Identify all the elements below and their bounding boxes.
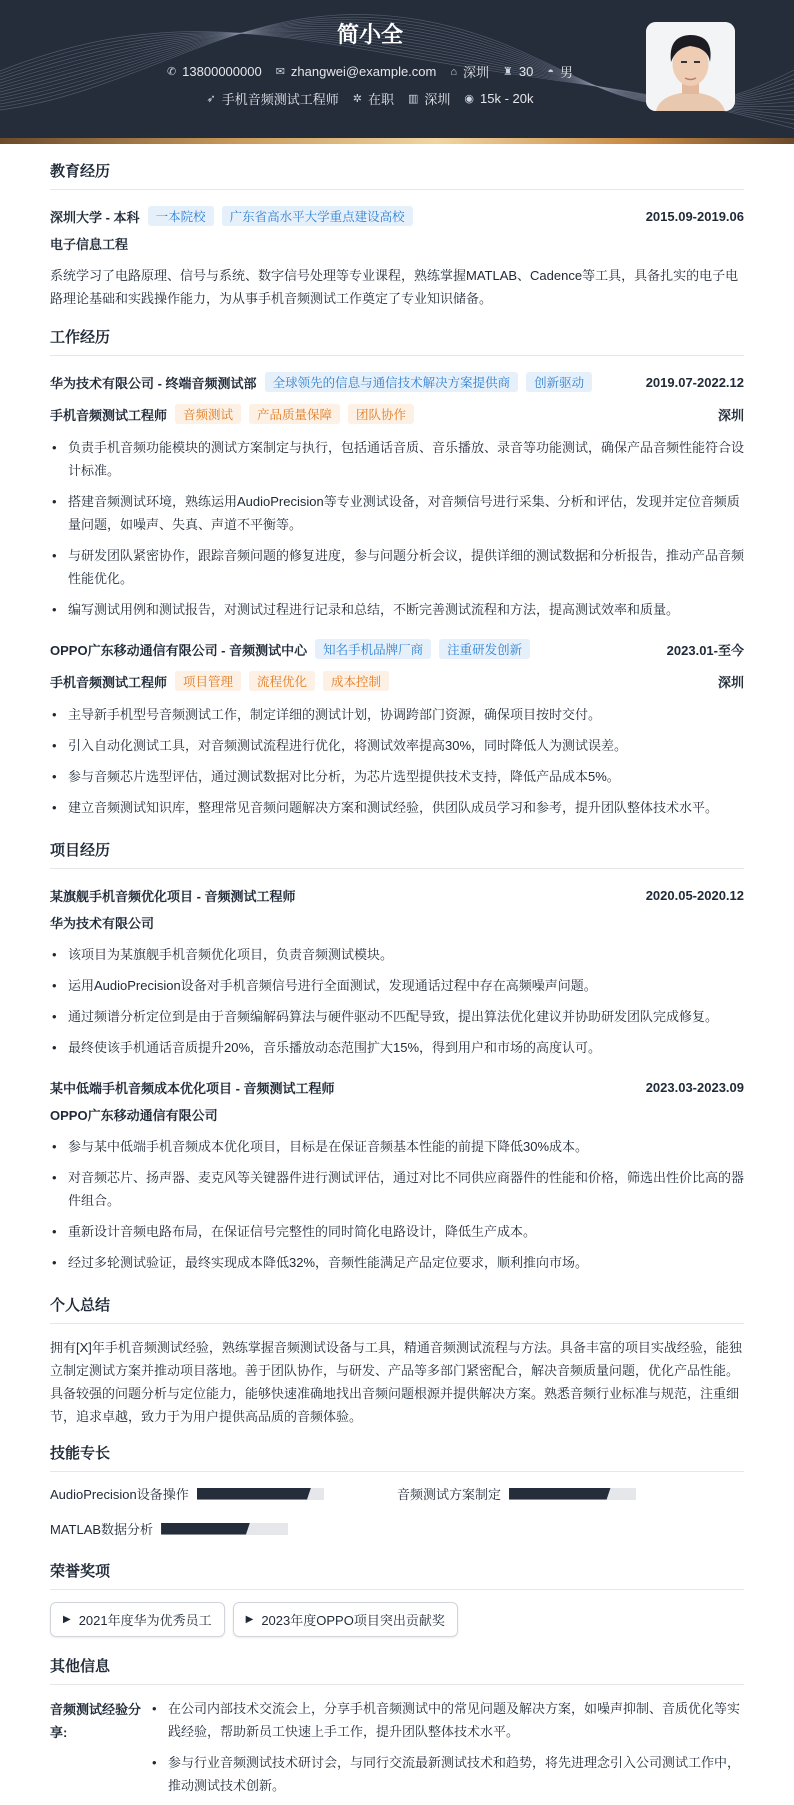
role-row bbox=[50, 400, 744, 428]
salary: 15k - 20k bbox=[480, 91, 534, 106]
award-item bbox=[233, 1602, 458, 1637]
phone: 13800000000 bbox=[182, 64, 262, 79]
role: 手机音频测试工程师 bbox=[50, 674, 168, 690]
role-tag: 流程优化 bbox=[249, 671, 315, 691]
bullet: • 与研发团队紧密协作，跟踪音频问题的修复进度，参与问题分析会议，提供详细的测试数据和分析报告，推动产品音频性能优化。 bbox=[50, 544, 744, 590]
role-tag: 团队协作 bbox=[348, 404, 414, 424]
home-icon: ⌂ bbox=[450, 65, 458, 78]
role-tag: 音频测试 bbox=[175, 404, 241, 424]
contact-row bbox=[0, 62, 740, 81]
company-row bbox=[50, 635, 744, 663]
company: 华为技术有限公司 - 终端音频测试部 bbox=[50, 375, 257, 391]
project-item bbox=[50, 1073, 744, 1274]
candidate-name: 简小全 bbox=[336, 22, 403, 47]
skill-bar bbox=[197, 1488, 324, 1500]
bullet: • 搭建音频测试环境，熟练运用AudioPrecision等专业测试设备，对音频信号进行采集、分析和评估，发现并定位音频质量问题，如噪声、失真、声道不平衡等。 bbox=[50, 490, 744, 536]
project-row bbox=[50, 1073, 744, 1101]
gender-icon: ◓ bbox=[547, 65, 555, 78]
role-tag: 产品质量保障 bbox=[249, 404, 340, 424]
bullet-list bbox=[50, 703, 744, 819]
salary-icon: ◉ bbox=[464, 93, 474, 105]
school-tag: 广东省高水平大学重点建设高校 bbox=[222, 206, 413, 226]
company-left bbox=[50, 372, 592, 392]
company-left bbox=[50, 639, 530, 659]
project-company: 华为技术有限公司 bbox=[50, 916, 155, 931]
other-bullet: • 在公司内部技术交流会上，分享手机音频测试中的常见问题及解决方案，如噪声抑制、音质优化等实践经验，帮助新员工快速上手工作，提升团队整体技术水平。 bbox=[150, 1697, 744, 1743]
gender: 男 bbox=[560, 65, 574, 80]
date: 2023.01-至今 bbox=[666, 642, 744, 658]
project-section bbox=[50, 839, 744, 1274]
bullet: • 运用AudioPrecision设备对手机音频信号进行全面测试，发现通话过程中存在高频噪声问题。 bbox=[50, 974, 744, 997]
award-name: 2021年度华为优秀员工 bbox=[78, 1613, 212, 1628]
age: 30 bbox=[518, 64, 534, 79]
award-item bbox=[50, 1602, 225, 1637]
skill-name: AudioPrecision设备操作 bbox=[50, 1487, 189, 1502]
cake-icon: ♜ bbox=[503, 66, 513, 78]
project-row bbox=[50, 881, 744, 909]
award-name: 2023年度OPPO项目突出贡献奖 bbox=[261, 1613, 445, 1628]
phone-icon: ✆ bbox=[166, 66, 177, 78]
awards-section bbox=[50, 1560, 744, 1637]
bullet: • 最终使该手机通话音质提升20%，音乐播放动态范围扩大15%，得到用户和市场的高度认可。 bbox=[50, 1036, 744, 1059]
project-name: 某旗舰手机音频优化项目 - 音频测试工程师 bbox=[50, 888, 296, 904]
project-item bbox=[50, 881, 744, 1059]
bullet: • 参与某中低端手机音频成本优化项目，目标是在保证音频基本性能的前提下降低30%成本。 bbox=[50, 1135, 744, 1158]
role-tag: 项目管理 bbox=[175, 671, 241, 691]
role-left bbox=[50, 671, 389, 691]
skill-name: MATLAB数据分析 bbox=[50, 1522, 154, 1537]
target-city: 深圳 bbox=[424, 92, 451, 107]
company-tag: 知名手机品牌厂商 bbox=[315, 639, 431, 659]
triangle-icon: ▶ bbox=[245, 1614, 254, 1625]
section-title: 项目经历 bbox=[50, 839, 744, 869]
role: 手机音频测试工程师 bbox=[50, 407, 168, 423]
date: 2020.05-2020.12 bbox=[645, 887, 744, 903]
section-title: 技能专长 bbox=[50, 1442, 744, 1472]
building-icon: ▥ bbox=[407, 93, 419, 105]
city: 深圳 bbox=[717, 674, 744, 690]
bullet: • 建立音频测试知识库，整理常见音频问题解决方案和测试经验，供团队成员学习和参考，提升团队整体技术水平。 bbox=[50, 796, 744, 819]
bullet-list bbox=[50, 943, 744, 1059]
status: 在职 bbox=[367, 92, 394, 107]
skill-bar bbox=[161, 1523, 288, 1535]
bullet: • 编写测试用例和测试报告，对测试过程进行记录和总结，不断完善测试流程和方法，提高测试效率和质量。 bbox=[50, 598, 744, 621]
section-title: 荣誉奖项 bbox=[50, 1560, 744, 1590]
work-item bbox=[50, 635, 744, 819]
company-tag: 全球领先的信息与通信技术解决方案提供商 bbox=[265, 372, 519, 392]
school: 深圳大学 - 本科 bbox=[50, 209, 140, 225]
bullet: • 参与音频芯片选型评估，通过测试数据对比分析，为芯片选型提供技术支持，降低产品成本5%。 bbox=[50, 765, 744, 788]
date: 2019.07-2022.12 bbox=[645, 374, 744, 390]
bullet: • 负责手机音频功能模块的测试方案制定与执行，包括通话音质、音乐播放、录音等功能测试，确保产品音频性能符合设计标准。 bbox=[50, 436, 744, 482]
project-name: 某中低端手机音频成本优化项目 - 音频测试工程师 bbox=[50, 1080, 335, 1096]
other-section bbox=[50, 1655, 744, 1805]
triangle-icon: ▶ bbox=[63, 1614, 71, 1625]
skill-item bbox=[50, 1519, 397, 1538]
role-left bbox=[50, 404, 414, 424]
work-item bbox=[50, 368, 744, 621]
company-row bbox=[50, 368, 744, 396]
avatar bbox=[646, 22, 735, 111]
bullet: • 引入自动化测试工具，对音频测试流程进行优化，将测试效率提高30%，同时降低人为测试误差。 bbox=[50, 734, 744, 757]
bullet-list bbox=[50, 436, 744, 621]
skill-item bbox=[397, 1484, 744, 1503]
summary-text: 拥有[X]年手机音频测试经验，熟练掌握音频测试设备与工具，精通音频测试流程与方法。具备丰富的项目实战经验，能独立制定测试方案并推动项目落地。善于团队协作，与研发、产品等多部门紧密配合，解决音频质量问题，优化产品性能。具备较强的问题分析与定位能力，能够快速准确地找出音频问题根源并提供解决方案。熟悉音频行业标准与规范，注重细节，追求卓越，致力于为用户提供高品质的音频体验。 bbox=[50, 1340, 742, 1424]
project-company: OPPO广东移动通信有限公司 bbox=[50, 1108, 218, 1123]
company: OPPO广东移动通信有限公司 - 音频测试中心 bbox=[50, 642, 308, 658]
bullet: • 该项目为某旗舰手机音频优化项目，负责音频测试模块。 bbox=[50, 943, 744, 966]
education-desc: 系统学习了电路原理、信号与系统、数字信号处理等专业课程，熟练掌握MATLAB、Cadence等工具，具备扎实的电子电路理论基础和实践操作能力，为从事手机音频测试工作奠定了专业知识储备。 bbox=[50, 268, 739, 306]
role-row bbox=[50, 667, 744, 695]
bullet: • 经过多轮测试验证，最终实现成本降低32%，音频性能满足产品定位要求，顺利推向市场。 bbox=[50, 1251, 744, 1274]
bullet: • 对音频芯片、扬声器、麦克风等关键器件进行测试评估，通过对比不同供应商器件的性能和价格，筛选出性价比高的器件组合。 bbox=[50, 1166, 744, 1212]
skill-bar-fill bbox=[509, 1488, 611, 1500]
other-bullet: • 参与行业音频测试技术研讨会，与同行交流最新测试技术和趋势，将先进理念引入公司测试工作中，推动测试技术创新。 bbox=[150, 1751, 744, 1797]
status-icon: ✲ bbox=[352, 93, 362, 105]
company-tag: 注重研发创新 bbox=[439, 639, 530, 659]
school-tag: 一本院校 bbox=[148, 206, 214, 226]
mail-icon: ✉ bbox=[275, 66, 285, 78]
send-icon: ➶ bbox=[206, 93, 216, 105]
summary-section bbox=[50, 1294, 744, 1428]
education-section bbox=[50, 160, 744, 310]
bullet: • 主导新手机型号音频测试工作，制定详细的测试计划，协调跨部门资源，确保项目按时交付。 bbox=[50, 703, 744, 726]
skill-bar-fill bbox=[197, 1488, 311, 1500]
section-title: 教育经历 bbox=[50, 160, 744, 190]
resume-header bbox=[0, 0, 794, 138]
work-section bbox=[50, 326, 744, 819]
email[interactable]: zhangwei@example.com bbox=[290, 64, 437, 79]
date: 2023.03-2023.09 bbox=[645, 1079, 744, 1095]
section-title: 个人总结 bbox=[50, 1294, 744, 1324]
location: 深圳 bbox=[463, 65, 490, 80]
position: 手机音频测试工程师 bbox=[221, 92, 339, 107]
section-title: 工作经历 bbox=[50, 326, 744, 356]
city: 深圳 bbox=[717, 407, 744, 423]
bullet-list bbox=[50, 1135, 744, 1274]
section-title: 其他信息 bbox=[50, 1655, 744, 1685]
skill-item bbox=[50, 1484, 397, 1503]
job-intent-row bbox=[0, 89, 740, 108]
major: 电子信息工程 bbox=[50, 237, 129, 252]
skill-bar bbox=[509, 1488, 636, 1500]
bullet: • 重新设计音频电路布局，在保证信号完整性的同时简化电路设计，降低生产成本。 bbox=[50, 1220, 744, 1243]
role-tag: 成本控制 bbox=[323, 671, 389, 691]
skills-section bbox=[50, 1442, 744, 1538]
skill-name: 音频测试方案制定 bbox=[397, 1487, 502, 1502]
bullet: • 通过频谱分析定位到是由于音频编解码算法与硬件驱动不匹配导致，提出算法优化建议并协助研发团队完成修复。 bbox=[50, 1005, 744, 1028]
other-label: 音频测试经验分享: bbox=[50, 1702, 142, 1740]
header-accent-bar bbox=[0, 138, 794, 144]
date: 2015.09-2019.06 bbox=[645, 208, 744, 224]
skill-bar-fill bbox=[161, 1523, 250, 1535]
company-tag: 创新驱动 bbox=[526, 372, 592, 392]
